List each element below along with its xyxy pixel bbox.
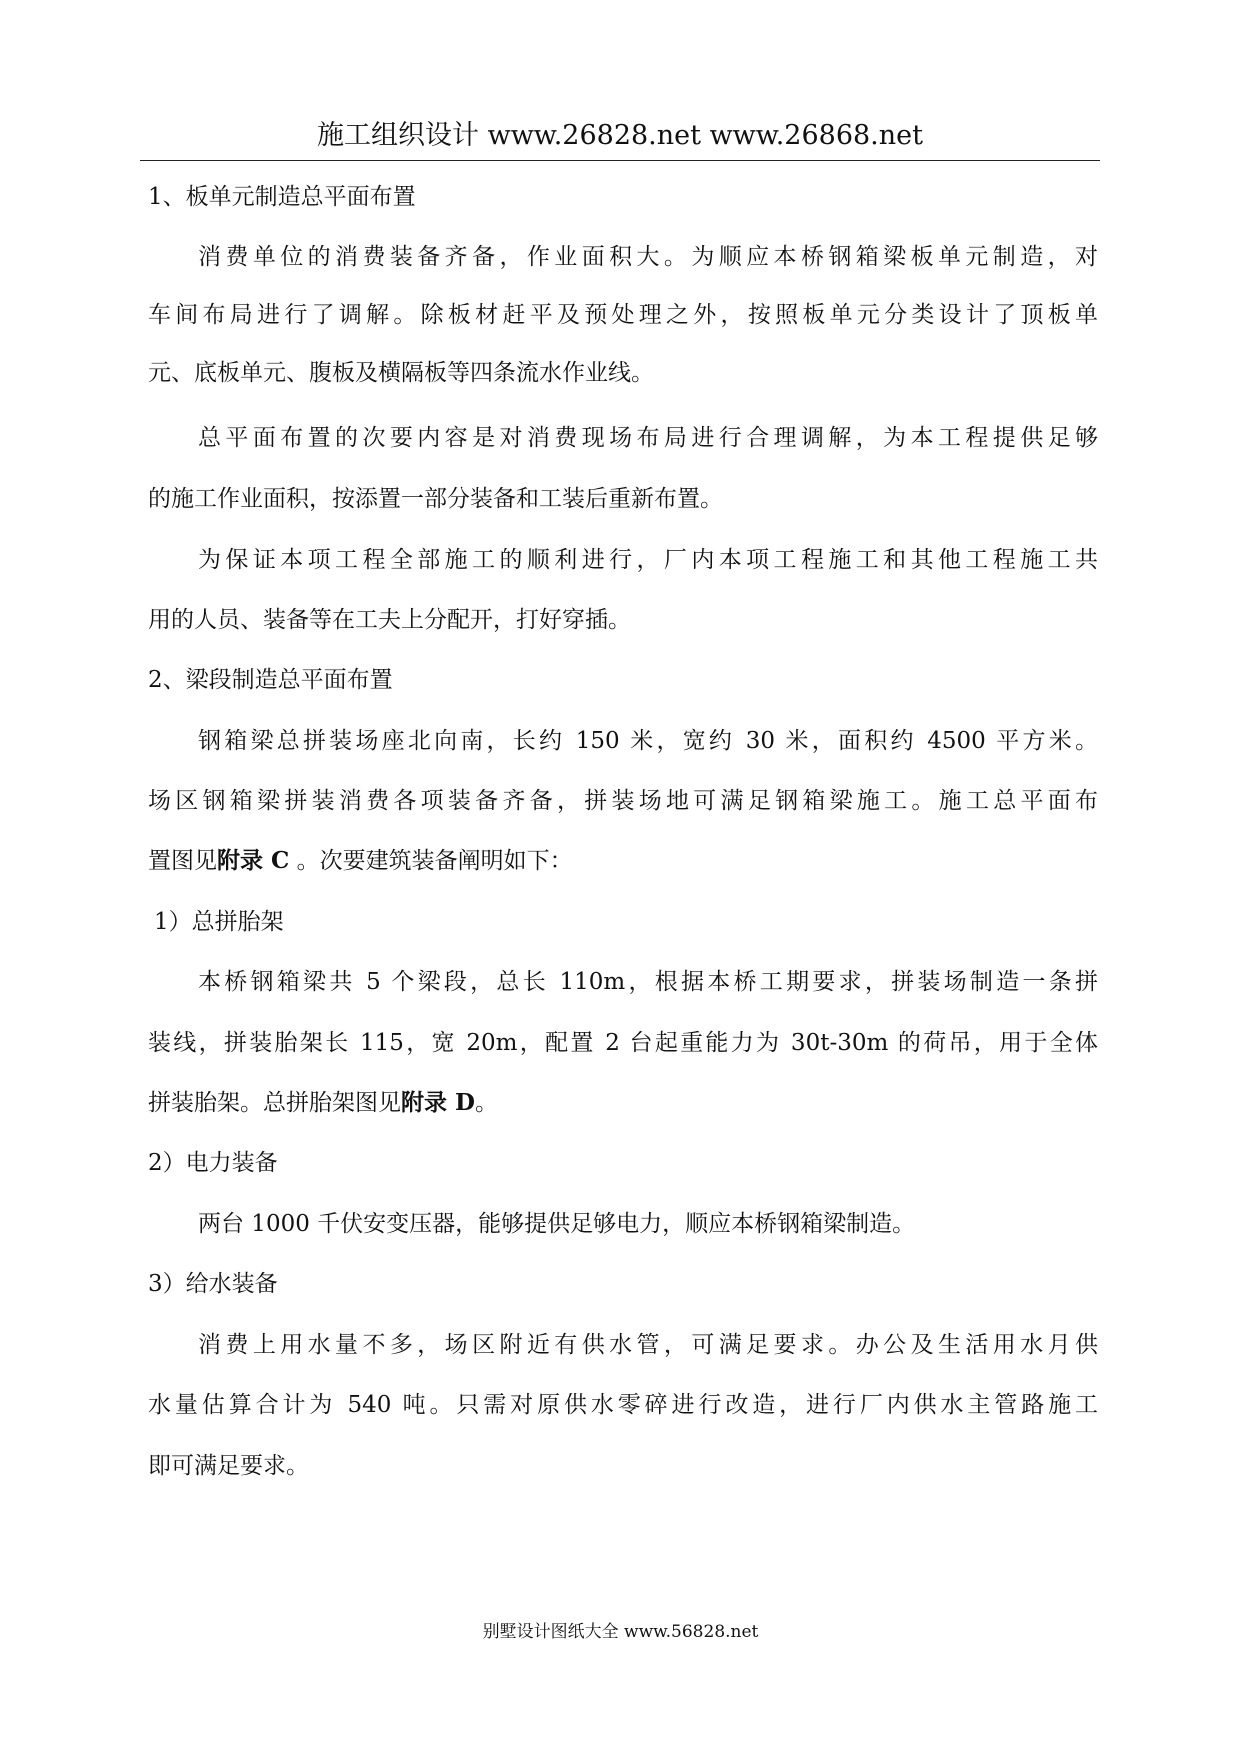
paragraph-7-line-1: 消费上用水量不多，场区附近有供水管，可满足要求。办公及生活用水月供	[198, 1332, 1098, 1358]
subsection-3-heading: 3）给水装备	[148, 1271, 278, 1297]
page-header-title: 施工组织设计 www.26828.net www.26868.net	[317, 120, 923, 151]
paragraph-4-text-a: 置图见	[148, 848, 217, 874]
appendix-d-reference: 附录 D	[401, 1089, 475, 1116]
paragraph-3-line-1: 为保证本项工程全部施工的顺利进行，厂内本项工程施工和其他工程施工共	[198, 547, 1098, 573]
paragraph-5-text-a: 拼装胎架。总拼胎架图见	[148, 1090, 401, 1116]
paragraph-1-line-2: 车间布局进行了调解。除板材赶平及预处理之外，按照板单元分类设计了顶板单	[148, 302, 1098, 328]
paragraph-4-text-b: 。次要建筑装备阐明如下：	[289, 848, 573, 874]
subsection-1-heading: 1）总拼胎架	[154, 909, 284, 935]
paragraph-2-line-1: 总平面布置的次要内容是对消费现场布局进行合理调解，为本工程提供足够	[198, 425, 1098, 451]
paragraph-4-line-2: 场区钢箱梁拼装消费各项装备齐备，拼装场地可满足钢箱梁施工。施工总平面布	[148, 788, 1098, 814]
paragraph-5-line-2: 装线，拼装胎架长 115，宽 20m，配置 2 台起重能力为 30t-30m 的荷吊，用于全体	[148, 1030, 1098, 1056]
appendix-c-reference: 附录 C	[217, 847, 290, 874]
paragraph-1-line-3: 元、底板单元、腹板及横隔板等四条流水作业线。	[148, 360, 654, 386]
paragraph-4-line-1: 钢箱梁总拼装场座北向南，长约 150 米，宽约 30 米，面积约 4500 平方米。	[198, 728, 1098, 754]
header-divider	[140, 160, 1100, 161]
paragraph-3-line-2: 用的人员、装备等在工夫上分配开，打好穿插。	[148, 607, 631, 633]
paragraph-4-line-3	[148, 846, 573, 876]
paragraph-5-line-3	[148, 1088, 498, 1118]
subsection-2-heading: 2）电力装备	[148, 1150, 278, 1176]
paragraph-7-line-3: 即可满足要求。	[148, 1453, 309, 1479]
paragraph-6-line-1: 两台 1000 千伏安变压器，能够提供足够电力，顺应本桥钢箱梁制造。	[198, 1211, 916, 1237]
paragraph-7-line-2: 水量估算合计为 540 吨。只需对原供水零碎进行改造，进行厂内供水主管路施工	[148, 1392, 1098, 1418]
paragraph-1-line-1: 消费单位的消费装备齐备，作业面积大。为顺应本桥钢箱梁板单元制造，对	[198, 244, 1098, 270]
section-1-heading: 1、板单元制造总平面布置	[148, 184, 416, 210]
paragraph-5-line-1: 本桥钢箱梁共 5 个梁段，总长 110m，根据本桥工期要求，拼装场制造一条拼	[198, 969, 1098, 995]
page-footer: 别墅设计图纸大全 www.56828.net	[482, 1622, 759, 1642]
paragraph-2-line-2: 的施工作业面积，按添置一部分装备和工装后重新布置。	[148, 486, 723, 512]
paragraph-5-text-b: 。	[474, 1090, 498, 1116]
section-2-heading: 2、梁段制造总平面布置	[148, 667, 393, 693]
